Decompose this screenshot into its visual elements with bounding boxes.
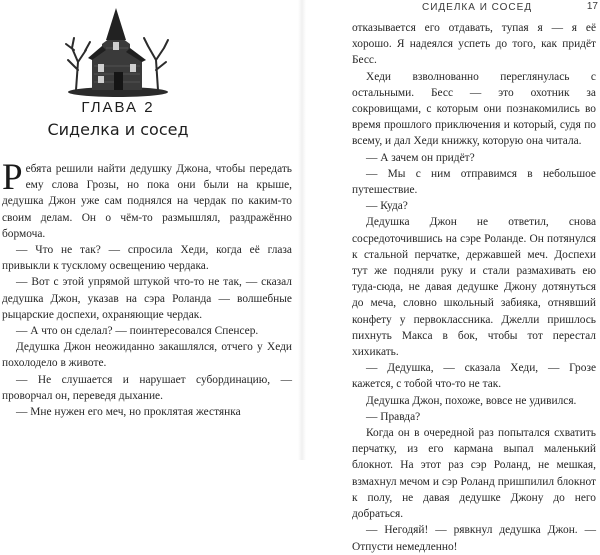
paragraph: — Что не так? — спросила Хеди, когда её глаза привыкли к тусклому освещению чердака.	[2, 244, 292, 273]
paragraph: — Мы с ним отправимся в небольшое путешествие.	[352, 167, 596, 197]
chapter-number: ГЛАВА 2	[81, 99, 155, 116]
paragraph: Хеди взволнованно переглянулась с остальными. Бесс — это охотник за сокровищами, с которым они познакомились во время прошлого приключения и который, судя по всему, и дал Хеди книжку, которую она читала.	[352, 70, 596, 148]
paragraph: — Мне нужен его меч, но проклятая жестянка	[16, 406, 241, 419]
haunted-house-illustration	[62, 4, 172, 98]
paragraph	[2, 157, 292, 242]
drop-cap: Р	[2, 157, 23, 198]
paragraph: Когда он в очередной раз попытался схватить перчатку, из его кармана выпал маленький блокнот. На этот раз сэр Роланд, не мешкая, взмахнул мечом и сэр Роланд пришпилил блокнот к полу, не давая дедушке Джону до него добраться.	[352, 427, 596, 521]
paragraph: — Куда?	[366, 200, 408, 213]
paragraph-text: ебята решили найти дедушку Джона, чтобы передать ему слова Грозы, но пока они были на крыше, дедушка Джон уже сам поднялся на чердак по каким-то своим делам. Он о чём-то размышлял, раздражённо бормоча.	[2, 163, 292, 240]
right-page-text	[352, 20, 596, 555]
paragraph: — Вот с этой упрямой штукой что-то не так, — сказал дедушка Джон, указав на сэра Роланда — волшебные рыцарские доспехи, охраняющие чердак.	[2, 276, 292, 321]
page-number: 17	[586, 1, 598, 12]
paragraph: — Дедушка, — сказала Хеди, — Грозе кажется, с тобой что-то не так.	[352, 362, 596, 391]
paragraph: — А зачем он придёт?	[366, 151, 475, 164]
right-page	[304, 0, 600, 553]
paragraph: — Правда?	[366, 410, 421, 423]
running-head: СИДЕЛКА И СОСЕД	[422, 2, 533, 13]
left-page	[0, 0, 300, 460]
chapter-title: Сиделка и сосед	[47, 120, 189, 139]
paragraph: отказывается его отдавать, тупая я — я её хорошо. Я надеялся успеть до того, как придёт Бесс.	[352, 22, 596, 67]
paragraph: Дедушка Джон, похоже, вовсе не удивился.	[366, 394, 577, 407]
paragraph: — А что он сделал? — поинтересовался Спенсер.	[16, 325, 259, 338]
paragraph: Дедушка Джон неожиданно закашлялся, отчего у Хеди похолодело в животе.	[2, 341, 292, 370]
paragraph: — Негодяй! — рявкнул дедушка Джон. — Отпусти немедленно!	[352, 524, 596, 553]
left-page-text	[2, 157, 292, 420]
paragraph: — Не слушается и нарушает субординацию, — проворчал он, переведя дыхание.	[2, 373, 292, 402]
paragraph: Дедушка Джон не ответил, снова сосредоточившись на сэре Роланде. Он потянулся к стальной перчатке, державшей меч. Доспехи тут же подняли руку и стали размахивать ею туда-сюда, не давая дедушке Джону дотянуться до меча, словно школьный забияка, отнявший конфету у первоклассника. Джелли пришлось пихнуть Макса в бок, чтобы тот перестал хихикать.	[352, 216, 596, 359]
